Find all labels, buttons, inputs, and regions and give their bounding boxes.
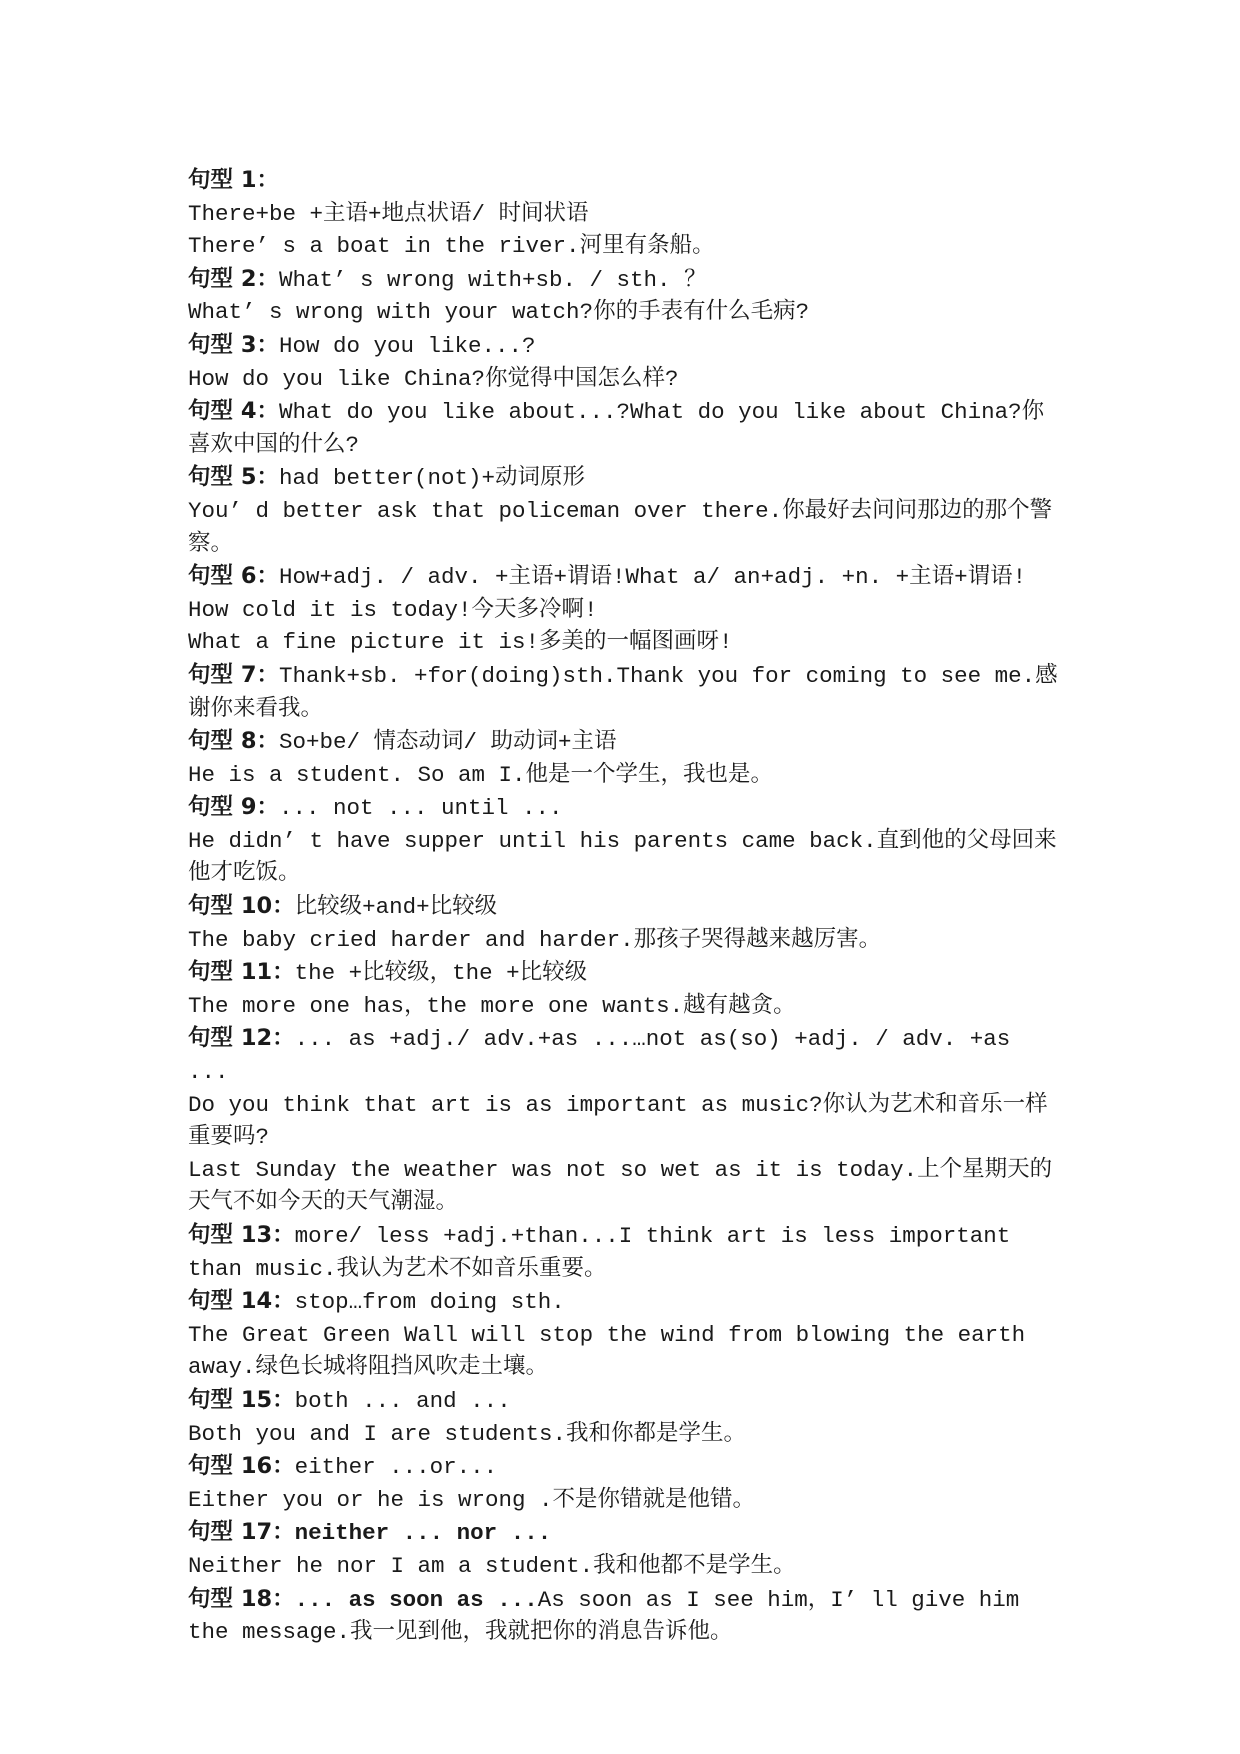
pattern-heading-line [188, 461, 1058, 495]
pattern-heading-line [188, 1022, 1058, 1088]
pattern-label: 句型 16： [188, 1453, 295, 1480]
example-line [188, 230, 1058, 263]
pattern-heading-line [188, 890, 1058, 924]
line-text: What’ s wrong with your watch?你的手表有什么毛病? [188, 299, 810, 326]
line-text: Neither he nor I am a student.我和他都不是学生。 [188, 1552, 796, 1579]
line-text: The Great Green Wall will stop the wind from blowing the earth away.绿色长城将阻挡风吹走土壤。 [188, 1321, 1039, 1381]
example-line [188, 296, 1058, 329]
pattern-heading-line [188, 263, 1058, 297]
line-text: Last Sunday the weather was not so wet as it is today.上个星期天的天气不如今天的天气潮湿。 [188, 1156, 1053, 1216]
example-line [188, 1089, 1058, 1154]
example-line [188, 924, 1058, 957]
pattern-heading-line [188, 395, 1058, 461]
example-line [188, 1319, 1058, 1384]
example-line [188, 1484, 1058, 1517]
line-text: Do you think that art is as important as music?你认为艺术和音乐一样重要吗? [188, 1091, 1048, 1151]
line-text: What’ s wrong with+sb. / sth. ？ [279, 266, 707, 293]
example-line [188, 990, 1058, 1023]
example-line [188, 198, 1058, 231]
pattern-label: 句型 12： [188, 1025, 295, 1052]
line-text: So+be/ 情态动词/ 助动词+主语 [279, 729, 617, 756]
line-text: There’ s a boat in the river.河里有条船。 [188, 233, 715, 260]
pattern-label: 句型 10： [188, 893, 295, 920]
pattern-heading-line [188, 956, 1058, 990]
line-text: 比较级+and+比较级 [294, 894, 498, 921]
pattern-bold-text: ... as soon as ... [294, 1586, 538, 1613]
pattern-heading-line [188, 164, 1058, 198]
example-line [188, 1154, 1058, 1219]
pattern-label: 句型 17： [188, 1519, 295, 1546]
pattern-label: 句型 1： [188, 167, 279, 193]
line-text: He is a student. So am I.他是一个学生，我也是。 [188, 761, 774, 788]
pattern-label: 句型 14： [188, 1288, 295, 1315]
pattern-heading-line [188, 725, 1058, 759]
line-text: How do you like China?你觉得中国怎么样? [188, 365, 679, 392]
line-text: What do you like about...?What do you like about China?你喜欢中国的什么? [188, 399, 1045, 458]
pattern-bold-text: neither ... nor ... [294, 1520, 552, 1547]
pattern-heading-line [188, 659, 1058, 725]
example-line [188, 1550, 1058, 1583]
line-text: There+be +主语+地点状语/ 时间状语 [188, 200, 589, 227]
example-line [188, 363, 1058, 396]
pattern-heading-line [188, 1219, 1058, 1285]
line-text: either ...or... [294, 1454, 498, 1481]
pattern-heading-line [188, 1285, 1058, 1319]
pattern-label: 句型 18： [188, 1585, 295, 1612]
line-text: The baby cried harder and harder.那孩子哭得越来越厉害。 [188, 926, 882, 953]
example-line [188, 759, 1058, 792]
pattern-heading-line [188, 1583, 1058, 1649]
line-text: Either you or he is wrong .不是你错就是他错。 [188, 1486, 756, 1513]
line-text: How+adj. / adv. +主语+谓语!What a/ an+adj. +n. +主语+谓语! [279, 564, 1027, 591]
pattern-heading-line [188, 791, 1058, 825]
pattern-label: 句型 8： [188, 728, 279, 755]
line-text: ... not ... until ... [279, 795, 563, 822]
pattern-label: 句型 3： [188, 331, 279, 358]
pattern-label: 句型 6： [188, 563, 279, 590]
pattern-label: 句型 11： [188, 959, 295, 986]
line-text: As soon as I see him，I’ ll give him the message.我一见到他，我就把你的消息告诉他。 [188, 1586, 1033, 1646]
line-text: ... as +adj./ adv.+as ...…not as(so) +adj. / adv. +as ... [188, 1026, 1024, 1086]
pattern-label: 句型 5： [188, 464, 279, 491]
pattern-label: 句型 7： [188, 661, 279, 688]
example-line [188, 626, 1058, 659]
document-body [188, 164, 1058, 1649]
pattern-heading-line [188, 1516, 1058, 1550]
line-text: Both you and I are students.我和你都是学生。 [188, 1420, 747, 1447]
example-line [188, 594, 1058, 627]
pattern-label: 句型 4： [188, 398, 279, 425]
line-text: How do you like...? [279, 332, 536, 359]
line-text: What a fine picture it is!多美的一幅图画呀! [188, 629, 733, 656]
line-text: the +比较级，the +比较级 [294, 960, 588, 987]
line-text: Thank+sb. +for(doing)sth.Thank you for coming to see me.感谢你来看我。 [188, 662, 1058, 722]
line-text: both ... and ... [294, 1387, 511, 1414]
pattern-label: 句型 2： [188, 265, 279, 292]
example-line [188, 825, 1058, 890]
pattern-heading-line [188, 560, 1058, 594]
line-text: He didn’ t have supper until his parents came back.直到他的父母回来他才吃饭。 [188, 827, 1057, 887]
pattern-heading-line [188, 329, 1058, 363]
line-text: The more one has，the more one wants.越有越贪。 [188, 992, 796, 1019]
pattern-label: 句型 13： [188, 1222, 295, 1248]
pattern-heading-line [188, 1384, 1058, 1418]
line-text: You’ d better ask that policeman over there.你最好去问问那边的那个警察。 [188, 497, 1053, 557]
pattern-heading-line [188, 1450, 1058, 1484]
pattern-label: 句型 9： [188, 794, 279, 821]
line-text: stop…from doing sth. [294, 1289, 565, 1316]
example-line [188, 1418, 1058, 1451]
pattern-label: 句型 15： [188, 1386, 295, 1413]
line-text: more/ less +adj.+than...I think art is less important than music.我认为艺术不如音乐重要。 [188, 1223, 1024, 1282]
line-text: How cold it is today!今天多冷啊! [188, 596, 598, 623]
example-line [188, 495, 1058, 560]
line-text: had better(not)+动词原形 [279, 465, 586, 492]
